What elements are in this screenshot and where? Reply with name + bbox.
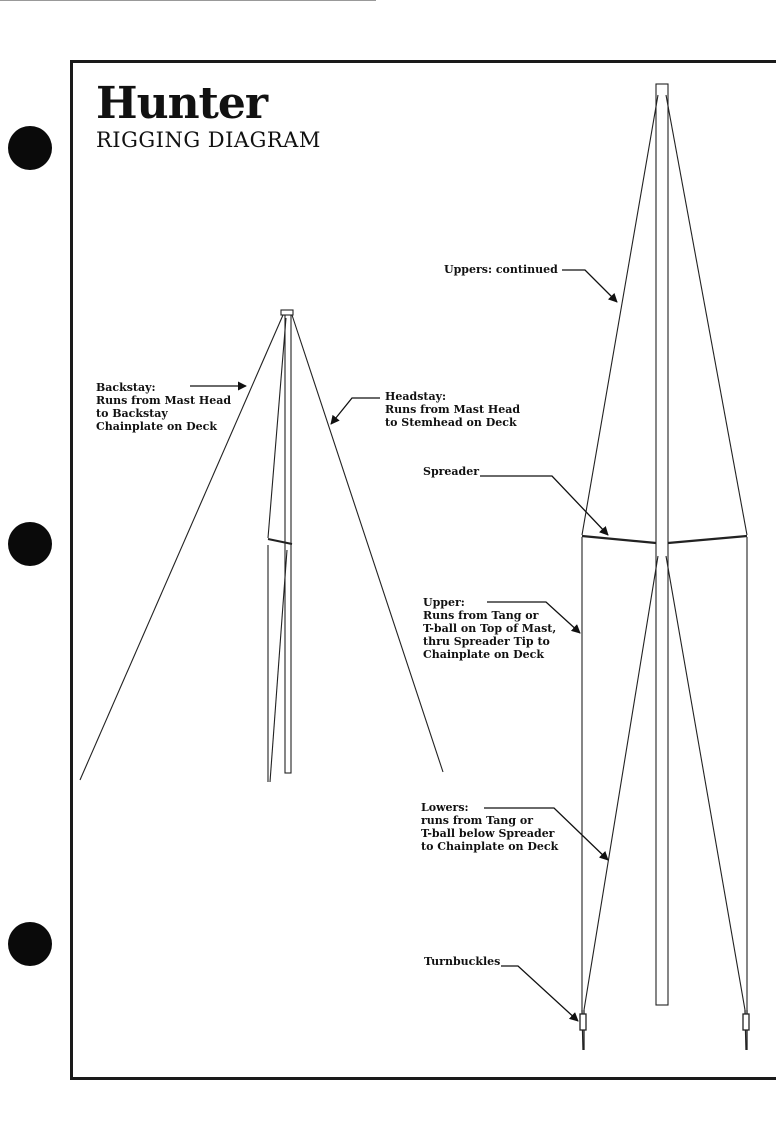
headstay-label-line: Runs from Mast Head [385,403,521,416]
upper-left-top [582,95,658,535]
turnbuckle-right [743,1010,749,1050]
headstay-label-line: to Stemhead on Deck [385,416,517,429]
backstay-label-line: Runs from Mast Head [96,394,232,407]
headstay-label [385,390,520,429]
spreader-label [423,465,479,478]
side-masthead [281,310,293,315]
spreader-left [582,536,656,543]
side-upper-wire [268,318,286,538]
uppers-continued-leader [562,270,617,302]
uppers-continued-label [444,263,558,276]
lowers-label-line: T-ball below Spreader [421,827,555,840]
headstay-label-line: Headstay: [385,390,447,403]
spreader-right [668,536,747,543]
upper-label-line: Chainplate on Deck [423,648,544,661]
uppers-continued-label-line: Uppers: continued [444,263,558,276]
lower-left [584,556,658,1010]
backstay-label-line: Backstay: [96,381,156,394]
backstay-label-line: Chainplate on Deck [96,420,217,433]
lowers-label-line: runs from Tang or [421,814,534,827]
lower-right [666,556,745,1010]
turnbuckles-label [424,955,500,968]
headstay-wire [292,315,443,772]
turnbuckles-leader [501,966,578,1021]
turnbuckle-left [580,1010,586,1050]
upper-right-top [666,95,747,535]
upper-label-line: Upper: [423,596,465,609]
spreader-leader [480,476,608,535]
upper-label-line: T-ball on Top of Mast, [423,622,557,635]
spreader-label-line: Spreader [423,465,480,478]
front-mast [656,84,668,1005]
turnbuckles-label-line: Turnbuckles [424,955,501,968]
lowers-label [421,801,558,853]
upper-label-line: Runs from Tang or [423,609,539,622]
upper-label-line: thru Spreader Tip to [423,635,550,648]
lowers-label-line: to Chainplate on Deck [421,840,559,853]
headstay-leader [331,398,380,424]
lowers-label-line: Lowers: [421,801,469,814]
front-view-rig [580,84,749,1050]
upper-label [423,596,556,661]
backstay-label-line: to Backstay [96,407,168,420]
brand-title: Hunter [96,78,268,129]
diagram-subtitle: RIGGING DIAGRAM [96,128,321,152]
backstay-label [96,381,231,433]
